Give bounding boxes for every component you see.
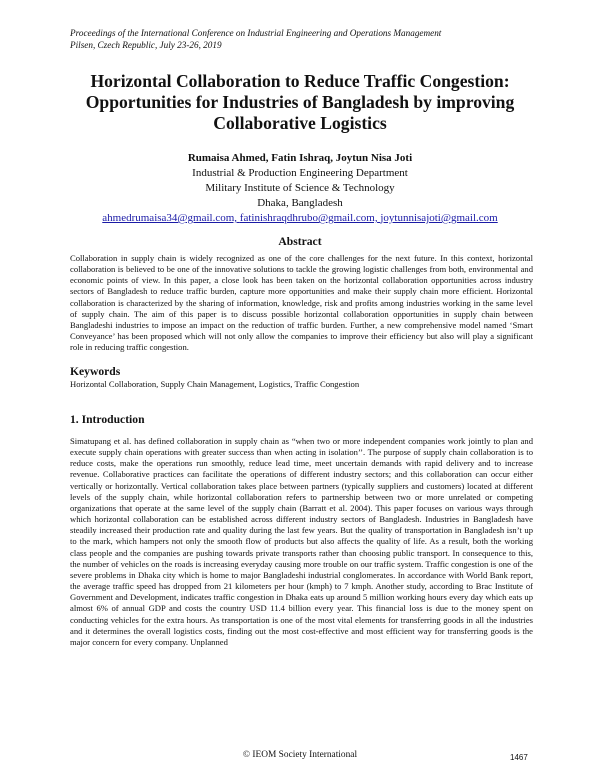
author-location: Dhaka, Bangladesh bbox=[257, 197, 343, 209]
abstract-heading: Abstract bbox=[278, 235, 322, 248]
author-department: Industrial & Production Engineering Department bbox=[192, 167, 408, 179]
email-link[interactable]: ahmedrumaisa34@gmail.com, bbox=[102, 212, 238, 224]
email-link[interactable]: joytunnisajoti@gmail.com bbox=[380, 212, 498, 224]
keywords-text: Horizontal Collaboration, Supply Chain Management, Logistics, Traffic Congestion bbox=[70, 379, 360, 389]
introduction-heading: 1. Introduction bbox=[70, 413, 145, 426]
keywords-heading: Keywords bbox=[70, 365, 121, 378]
header-conference: Proceedings of the International Conference on Industrial Engineering and Operations Management bbox=[70, 28, 442, 38]
paper-title: Horizontal Collaboration to Reduce Traffic Congestion: Opportunities for Industries of Bangladesh by improving Collaborative Logistics bbox=[85, 71, 515, 133]
footer-copyright: © IEOM Society International bbox=[242, 750, 358, 760]
author-names: Rumaisa Ahmed, Fatin Ishraq, Joytun Nisa Joti bbox=[187, 152, 413, 164]
running-header bbox=[70, 27, 540, 51]
author-emails bbox=[40, 211, 560, 226]
header-location-date: Pilsen, Czech Republic, July 23-26, 2019 bbox=[70, 40, 222, 50]
page-number: 1467 bbox=[510, 753, 528, 762]
author-institution: Military Institute of Science & Technology bbox=[205, 182, 395, 194]
author-block bbox=[40, 151, 560, 226]
abstract-text: Collaboration in supply chain is widely recognized as one of the core challenges for the next future. In this context, horizontal collaboration is believed to be one of the innovative solutions to tackle the growing logistic challenges from both, environmental and economic points of view. In this paper, a close look has been taken on the horizontal collaboration opportunities across industry sectors of Bangladesh to reduce traffic burden, capture more opportunities and make their supply chain more efficient. Horizontal collaboration is characterized by the sharing of information, knowledge, risk and profits among industries working in the same level of supply chain. The aim of this paper is to discuss possible horizontal collaboration opportunities in supply chain between Bangladeshi industries to impose an impact on the reduction of traffic burden. Further, a new comprehensive model named ‘Smart Conveyance’ has been proposed which will not only allow the companies to improve their efficiency but also will play a significant role in reducing traffic congestion. bbox=[70, 253, 533, 353]
introduction-text: Simatupang et al. has defined collaboration in supply chain as “when two or more independent companies work jointly to plan and execute supply chain operations with greater success than when acting in isolation’’. The purpose of supply chain collaboration is to reduce costs, make the operations run smoothly, reduce lead time, meet uncertain demands with rapid delivery and to increase revenue. Collaborative practices can facilitate the operations of different industry sectors; and this collaboration can occur either vertically or horizontally. Vertical collaboration takes place between partners (typically suppliers and customers) located at different levels of the supply chain, while horizontal collaboration refers to partnership between two or more unrelated or competing organizations that operate at the same level of the supply chain (Barratt et al. 2004). This paper focuses on various ways through which horizontal collaboration can be established across different industry sectors of Bangladesh. Industries in Bangladesh have steadily increased their production rate and quality during the last few years. But the quality of transportation in Bangladesh isn’t up to the mark, which hampers not only the smooth flow of products but also affects the quality of life. As a result, both the working class people and the companies are pushing towards private transports rather than choosing public transport. In consequence to this, the number of vehicles on the roads is increasing everyday causing more trouble on our traffic system. Traffic congestion is one of the severe problems in Dhaka city which is home to major Bangladeshi industrial conglomerates. In accordance with World Bank report, the average traffic speed has dropped from 21 kilometers per hour (kmph) to 7 kmph. Another study, according to Brac Institute of Government and Development, indicates traffic congestion in Dhaka eats up around 5 million working hours every day which eats up almost 6% of annual GDP and costs the country USD 11.4 billion every year. This financial loss is due to the money spent on conducting vehicles for the extra hours. As transportation is one of the most vital elements for transferring goods in all the industries and it determines the overall logistics costs, finding out the most cost-effective and most efficient way for transferring goods is the major concern for every company. Unplanned bbox=[70, 436, 533, 647]
email-link[interactable]: fatinishraqdhrubo@gmail.com, bbox=[239, 212, 378, 224]
